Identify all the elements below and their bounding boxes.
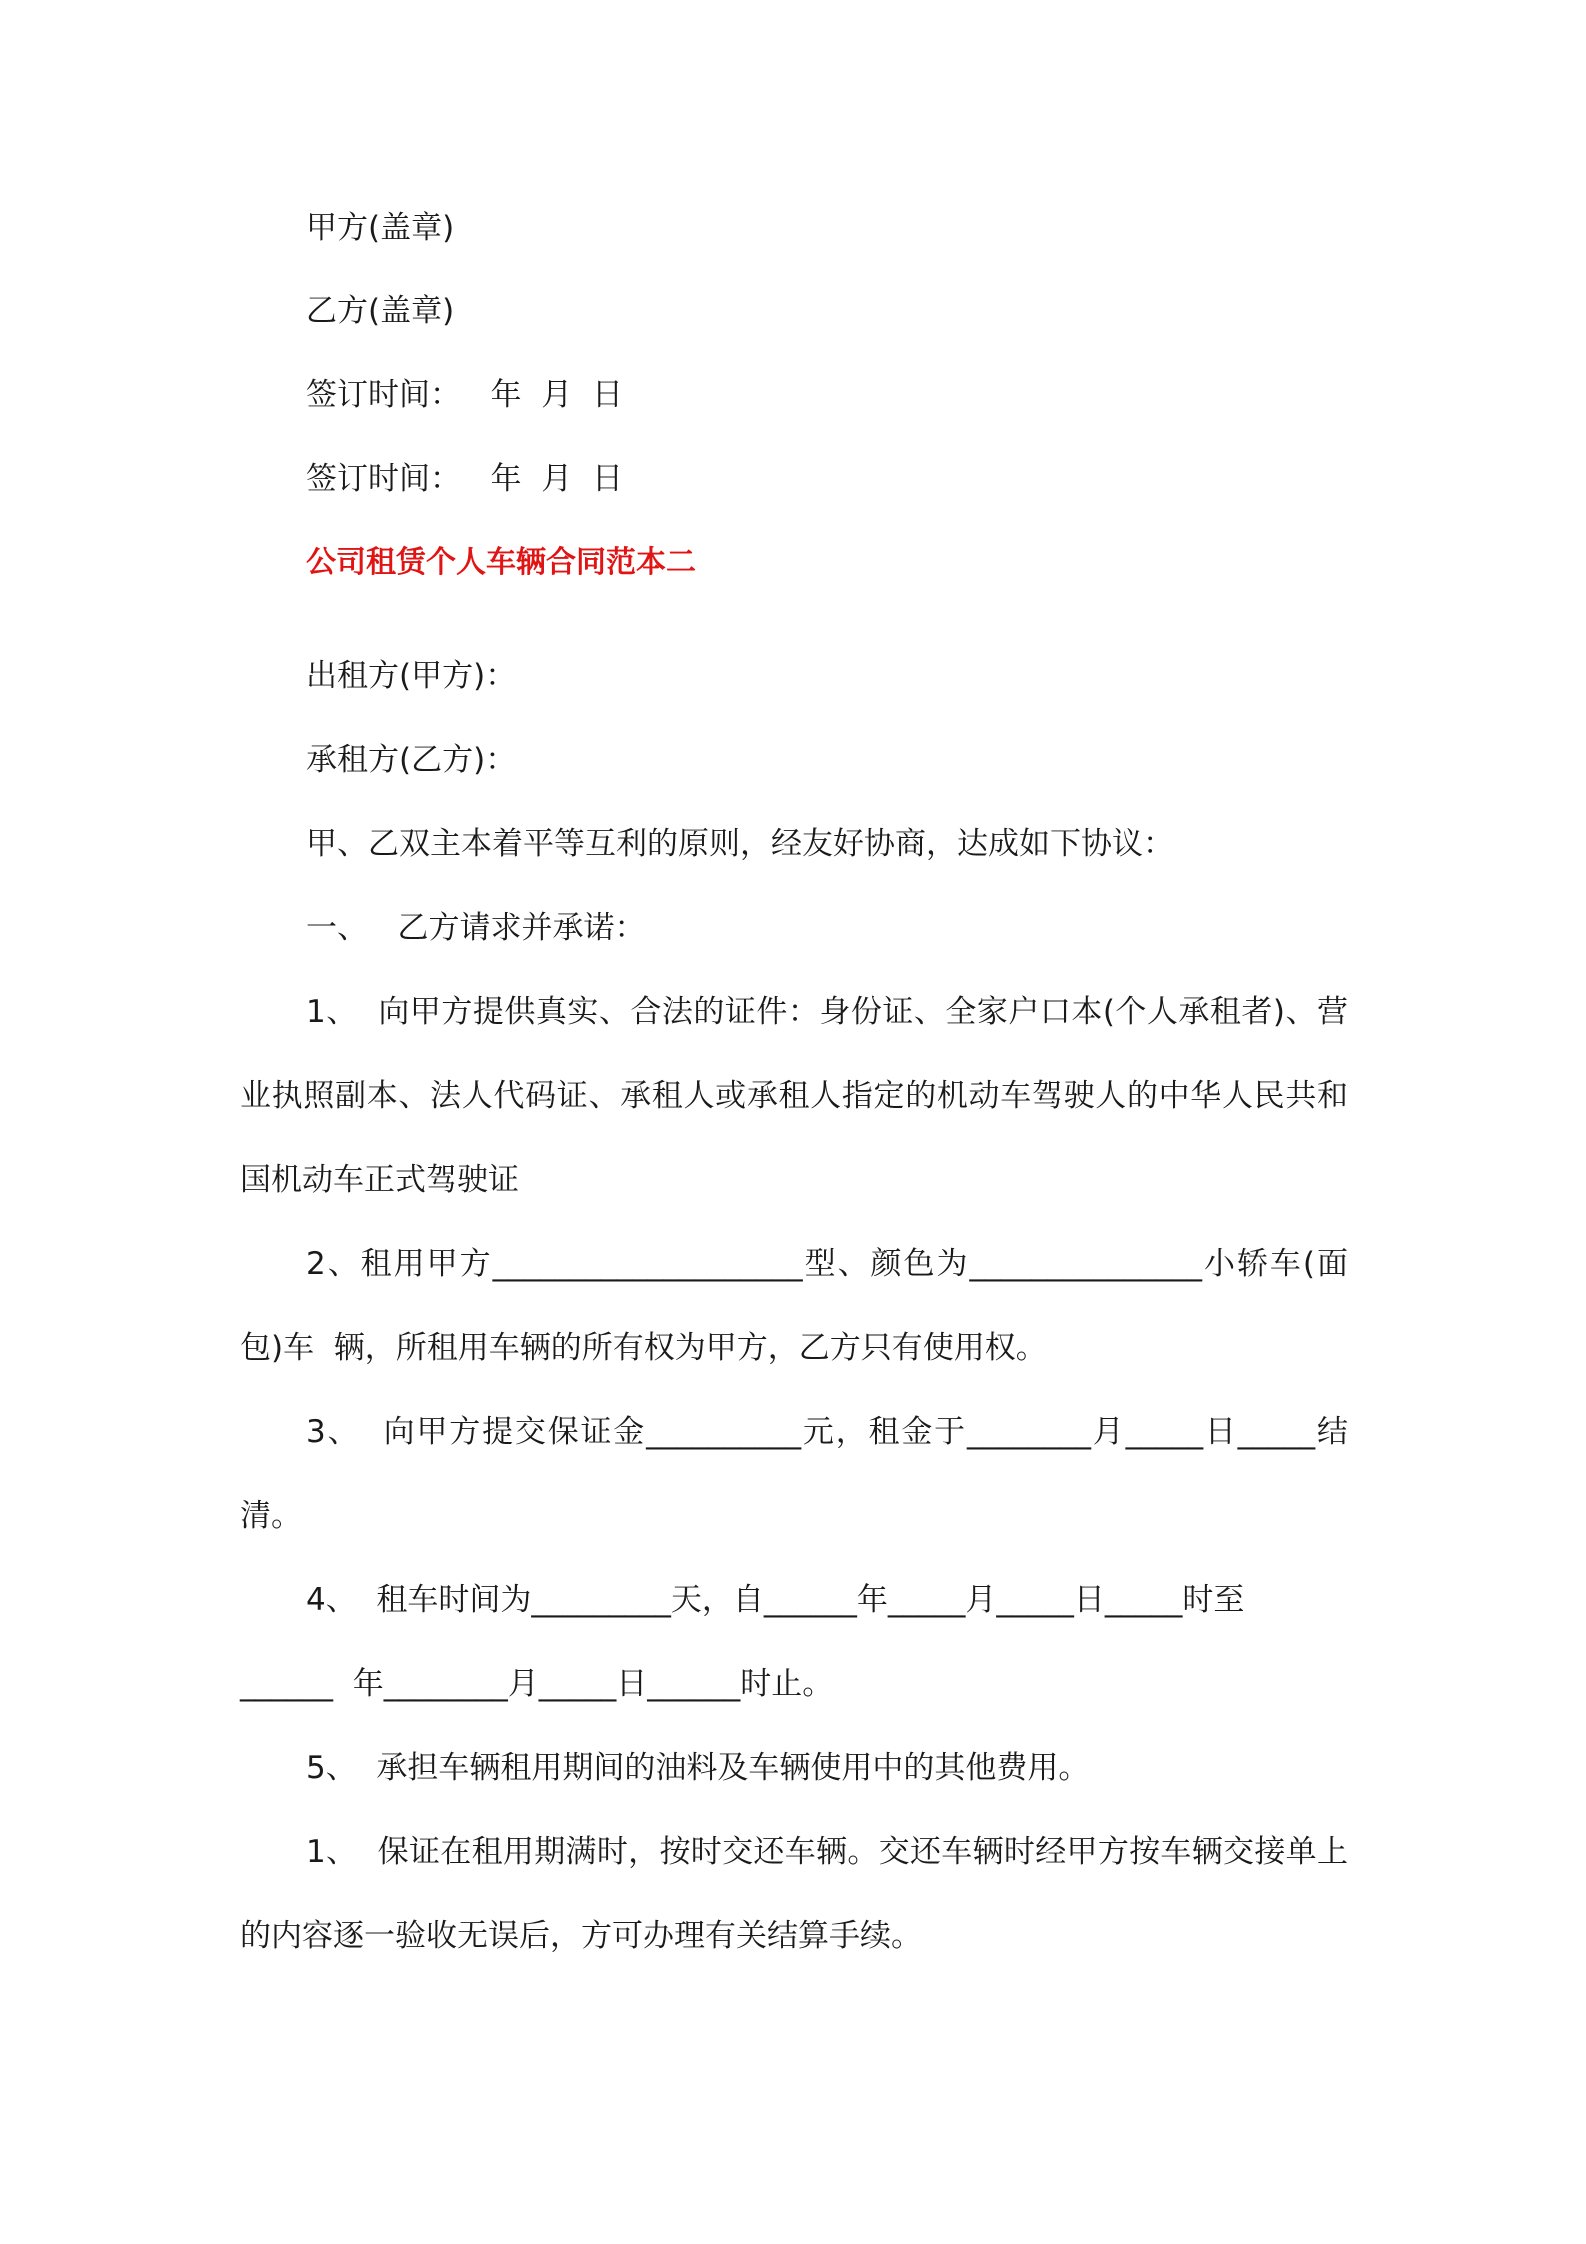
item-6-line-1: 1、 保证在租用期满时，按时交还车辆。交还车辆时经甲方按车辆交接单上 (306, 1834, 1348, 1870)
signature-party-b: 乙方(盖章) (306, 293, 455, 329)
signing-date-a: 签订时间： 年 月 日 (306, 377, 623, 413)
signing-date-b: 签订时间： 年 月 日 (306, 461, 623, 497)
item-6-line-2: 的内容逐一验收无误后，方可办理有关结算手续。 (240, 1918, 922, 1954)
lessee-label: 承租方(乙方)： (306, 742, 517, 778)
section-title: 公司租赁个人车辆合同范本二 (306, 545, 696, 580)
item-1-line-3: 国机动车正式驾驶证 (240, 1162, 519, 1198)
item-1-line-2: 业执照副本、法人代码证、承租人或承租人指定的机动车驾驶人的中华人民共和 (240, 1078, 1348, 1114)
item-1-line-1: 1、 向甲方提供真实、合法的证件：身份证、全家户口本(个人承租者)、营 (306, 994, 1348, 1030)
item-4-line-1: 4、 租车时间为_________天，自______年_____月_____日_____时至 (306, 1582, 1245, 1618)
item-2-line-2: 包)车 辆，所租用车辆的所有权为甲方，乙方只有使用权。 (240, 1330, 1047, 1366)
lessor-label: 出租方(甲方)： (306, 658, 517, 694)
intro-paragraph: 甲、乙双主本着平等互利的原则，经友好协商，达成如下协议： (306, 826, 1174, 862)
item-3-line-2: 清。 (240, 1498, 302, 1534)
item-2-line-1: 2、租用甲方____________________型、颜色为_______________小轿车(面 (306, 1246, 1348, 1282)
item-4-line-2: ______ 年________月_____日______时止。 (240, 1666, 834, 1702)
item-5: 5、 承担车辆租用期间的油料及车辆使用中的其他费用。 (306, 1750, 1090, 1786)
clause-one-heading: 一、 乙方请求并承诺： (306, 910, 646, 946)
signature-party-a: 甲方(盖章) (306, 210, 455, 246)
item-3-line-1: 3、 向甲方提交保证金__________元，租金于________月_____日_____结 (306, 1414, 1348, 1450)
